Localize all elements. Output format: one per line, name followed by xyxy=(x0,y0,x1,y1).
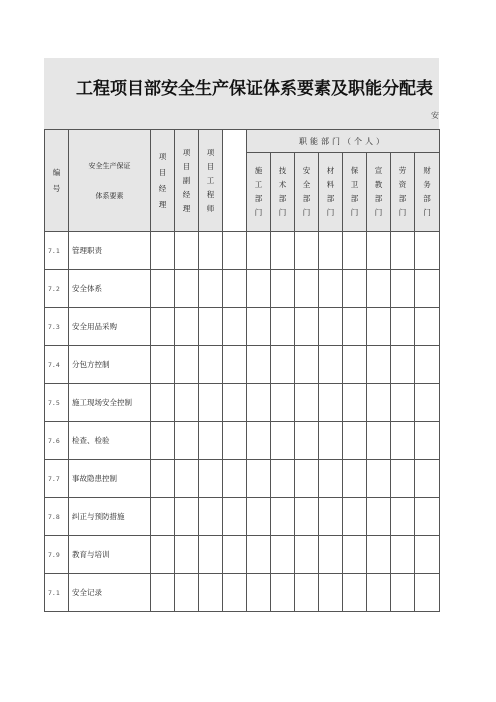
assignment-cell[interactable] xyxy=(343,498,367,536)
sheet xyxy=(44,58,439,619)
table-row xyxy=(45,422,440,460)
assignment-cell[interactable] xyxy=(271,422,295,460)
assignment-cell[interactable] xyxy=(271,384,295,422)
row-number: 7.1 xyxy=(45,574,69,612)
assignment-cell[interactable] xyxy=(151,308,175,346)
assignment-cell[interactable] xyxy=(175,346,199,384)
assignment-cell[interactable] xyxy=(319,232,343,270)
assignment-cell[interactable] xyxy=(199,384,223,422)
table-row xyxy=(45,574,440,612)
row-number: 7.4 xyxy=(45,346,69,384)
assignment-cell[interactable] xyxy=(247,536,271,574)
assignment-cell[interactable] xyxy=(343,384,367,422)
row-number: 7.7 xyxy=(45,460,69,498)
assignment-cell[interactable] xyxy=(223,422,247,460)
assignment-cell[interactable] xyxy=(199,346,223,384)
assignment-cell[interactable] xyxy=(319,422,343,460)
table-row xyxy=(45,536,440,574)
row-element: 分包方控制 xyxy=(69,346,151,384)
table-row xyxy=(45,460,440,498)
assignment-cell[interactable] xyxy=(175,498,199,536)
assignment-cell[interactable] xyxy=(223,308,247,346)
table-row xyxy=(45,346,440,384)
assignment-cell[interactable] xyxy=(223,460,247,498)
assignment-cell[interactable] xyxy=(199,574,223,612)
row-number: 7.9 xyxy=(45,536,69,574)
assignment-cell[interactable] xyxy=(391,574,415,612)
row-number: 7.2 xyxy=(45,270,69,308)
assignment-cell[interactable] xyxy=(319,498,343,536)
assignment-cell[interactable] xyxy=(343,422,367,460)
assignment-cell[interactable] xyxy=(175,232,199,270)
assignment-cell[interactable] xyxy=(247,308,271,346)
assignment-cell[interactable] xyxy=(295,346,319,384)
assignment-cell[interactable] xyxy=(271,498,295,536)
assignment-cell[interactable] xyxy=(175,308,199,346)
assignment-cell[interactable] xyxy=(295,536,319,574)
header-dept-group: 职能部门（个人） xyxy=(247,130,440,153)
row-element: 检查、检验 xyxy=(69,422,151,460)
assignment-cell[interactable] xyxy=(271,346,295,384)
assignment-cell[interactable] xyxy=(415,232,440,270)
assignment-cell[interactable] xyxy=(319,536,343,574)
header-no-label: 编号 xyxy=(52,167,61,193)
assignment-cell[interactable] xyxy=(295,498,319,536)
assignment-cell[interactable] xyxy=(295,308,319,346)
assignment-cell[interactable] xyxy=(151,232,175,270)
corner-text: 安 xyxy=(431,111,439,120)
assignment-cell[interactable] xyxy=(295,232,319,270)
assignment-cell[interactable] xyxy=(271,232,295,270)
assignment-cell[interactable] xyxy=(175,460,199,498)
assignment-cell[interactable] xyxy=(223,384,247,422)
assignment-cell[interactable] xyxy=(343,308,367,346)
row-element: 教育与培训 xyxy=(69,536,151,574)
assignment-cell[interactable] xyxy=(343,574,367,612)
assignment-cell[interactable] xyxy=(415,422,440,460)
assignment-cell[interactable] xyxy=(151,536,175,574)
assignment-cell[interactable] xyxy=(151,346,175,384)
title-band xyxy=(44,58,439,129)
assignment-cell[interactable] xyxy=(367,498,391,536)
assignment-cell[interactable] xyxy=(415,384,440,422)
assignment-cell[interactable] xyxy=(199,498,223,536)
header-dept-4: 材料部门 xyxy=(319,153,343,232)
assignment-cell[interactable] xyxy=(415,536,440,574)
assignment-cell[interactable] xyxy=(247,346,271,384)
assignment-cell[interactable] xyxy=(319,346,343,384)
assignment-cell[interactable] xyxy=(271,574,295,612)
assignment-cell[interactable] xyxy=(415,270,440,308)
assignment-cell[interactable] xyxy=(319,308,343,346)
assignment-cell[interactable] xyxy=(391,422,415,460)
table-row xyxy=(45,384,440,422)
assignment-cell[interactable] xyxy=(319,460,343,498)
assignment-cell[interactable] xyxy=(247,498,271,536)
assignment-cell[interactable] xyxy=(223,232,247,270)
assignment-cell[interactable] xyxy=(343,346,367,384)
row-number: 7.6 xyxy=(45,422,69,460)
assignment-cell[interactable] xyxy=(223,270,247,308)
assignment-cell[interactable] xyxy=(223,346,247,384)
header-dept-5: 保卫部门 xyxy=(343,153,367,232)
assignment-cell[interactable] xyxy=(175,270,199,308)
assignment-cell[interactable] xyxy=(247,460,271,498)
assignment-cell[interactable] xyxy=(367,384,391,422)
header-role-1: 项目经理 xyxy=(151,130,175,232)
assignment-cell[interactable] xyxy=(367,270,391,308)
table-row xyxy=(45,270,440,308)
row-element: 施工现场安全控制 xyxy=(69,384,151,422)
assignment-cell[interactable] xyxy=(391,346,415,384)
assignment-cell[interactable] xyxy=(367,536,391,574)
assignment-cell[interactable] xyxy=(151,498,175,536)
assignment-cell[interactable] xyxy=(391,308,415,346)
assignment-cell[interactable] xyxy=(295,422,319,460)
assignment-cell[interactable] xyxy=(151,384,175,422)
row-number: 7.3 xyxy=(45,308,69,346)
header-dept-2: 技术部门 xyxy=(271,153,295,232)
assignment-cell[interactable] xyxy=(247,270,271,308)
assignment-cell[interactable] xyxy=(223,536,247,574)
assignment-cell[interactable] xyxy=(247,232,271,270)
row-element: 安全记录 xyxy=(69,574,151,612)
assignment-cell[interactable] xyxy=(199,422,223,460)
header-element-bottom: 体系要素 xyxy=(95,191,124,200)
header-row-1 xyxy=(45,130,440,153)
header-element-cell xyxy=(69,130,151,232)
assignment-cell[interactable] xyxy=(175,384,199,422)
assignment-cell[interactable] xyxy=(271,536,295,574)
assignment-cell[interactable] xyxy=(199,270,223,308)
assignment-cell[interactable] xyxy=(151,270,175,308)
row-element: 安全体系 xyxy=(69,270,151,308)
table-row xyxy=(45,308,440,346)
assignment-cell[interactable] xyxy=(271,460,295,498)
assignment-cell[interactable] xyxy=(415,308,440,346)
row-element: 事故隐患控制 xyxy=(69,460,151,498)
assignment-cell[interactable] xyxy=(391,384,415,422)
row-element: 安全用品采购 xyxy=(69,308,151,346)
assignment-cell[interactable] xyxy=(295,460,319,498)
assignment-cell[interactable] xyxy=(151,422,175,460)
assignment-cell[interactable] xyxy=(271,308,295,346)
assignment-cell[interactable] xyxy=(175,574,199,612)
assignment-cell[interactable] xyxy=(343,460,367,498)
assignment-cell[interactable] xyxy=(319,384,343,422)
assignment-cell[interactable] xyxy=(391,270,415,308)
assignment-cell[interactable] xyxy=(247,422,271,460)
assignment-cell[interactable] xyxy=(223,574,247,612)
row-element: 纠正与预防措施 xyxy=(69,498,151,536)
header-role-4 xyxy=(223,130,247,232)
assignment-cell[interactable] xyxy=(295,574,319,612)
header-role-3: 项目工程师 xyxy=(199,130,223,232)
assignment-cell[interactable] xyxy=(415,346,440,384)
assignment-cell[interactable] xyxy=(319,574,343,612)
header-dept-3: 安全部门 xyxy=(295,153,319,232)
assignment-cell[interactable] xyxy=(415,574,440,612)
assignment-cell[interactable] xyxy=(391,460,415,498)
assignment-cell[interactable] xyxy=(199,460,223,498)
header-role-2: 项目副经理 xyxy=(175,130,199,232)
assignment-cell[interactable] xyxy=(247,574,271,612)
assignment-cell[interactable] xyxy=(199,308,223,346)
table-row xyxy=(45,498,440,536)
header-element-top: 安全生产保证 xyxy=(88,161,131,170)
header-no-cell xyxy=(45,130,69,232)
assignment-cell[interactable] xyxy=(343,270,367,308)
assignment-cell[interactable] xyxy=(175,536,199,574)
assignment-cell[interactable] xyxy=(367,574,391,612)
assignment-cell[interactable] xyxy=(295,270,319,308)
assignment-cell[interactable] xyxy=(391,498,415,536)
assignment-cell[interactable] xyxy=(151,460,175,498)
assignment-cell[interactable] xyxy=(391,232,415,270)
assignment-cell[interactable] xyxy=(367,460,391,498)
header-dept-6: 宣教部门 xyxy=(367,153,391,232)
header-dept-1: 施工部门 xyxy=(247,153,271,232)
assignment-cell[interactable] xyxy=(367,232,391,270)
assignment-cell[interactable] xyxy=(271,270,295,308)
page-title: 工程项目部安全生产保证体系要素及职能分配表 xyxy=(76,79,433,99)
row-number: 7.8 xyxy=(45,498,69,536)
row-number: 7.5 xyxy=(45,384,69,422)
assignment-cell[interactable] xyxy=(199,232,223,270)
assignment-cell[interactable] xyxy=(175,422,199,460)
row-number: 7.1 xyxy=(45,232,69,270)
assignment-cell[interactable] xyxy=(343,232,367,270)
header-dept-8: 财务部门 xyxy=(415,153,440,232)
assignment-cell[interactable] xyxy=(199,536,223,574)
allocation-table xyxy=(44,129,440,612)
assignment-cell[interactable] xyxy=(415,460,440,498)
header-dept-7: 劳资部门 xyxy=(391,153,415,232)
row-element: 管理职责 xyxy=(69,232,151,270)
assignment-cell[interactable] xyxy=(367,308,391,346)
assignment-cell[interactable] xyxy=(247,384,271,422)
assignment-cell[interactable] xyxy=(223,498,247,536)
assignment-cell[interactable] xyxy=(415,498,440,536)
assignment-cell[interactable] xyxy=(151,574,175,612)
assignment-cell[interactable] xyxy=(343,536,367,574)
assignment-cell[interactable] xyxy=(391,536,415,574)
assignment-cell[interactable] xyxy=(319,270,343,308)
assignment-cell[interactable] xyxy=(367,346,391,384)
assignment-cell[interactable] xyxy=(367,422,391,460)
assignment-cell[interactable] xyxy=(295,384,319,422)
table-row xyxy=(45,232,440,270)
